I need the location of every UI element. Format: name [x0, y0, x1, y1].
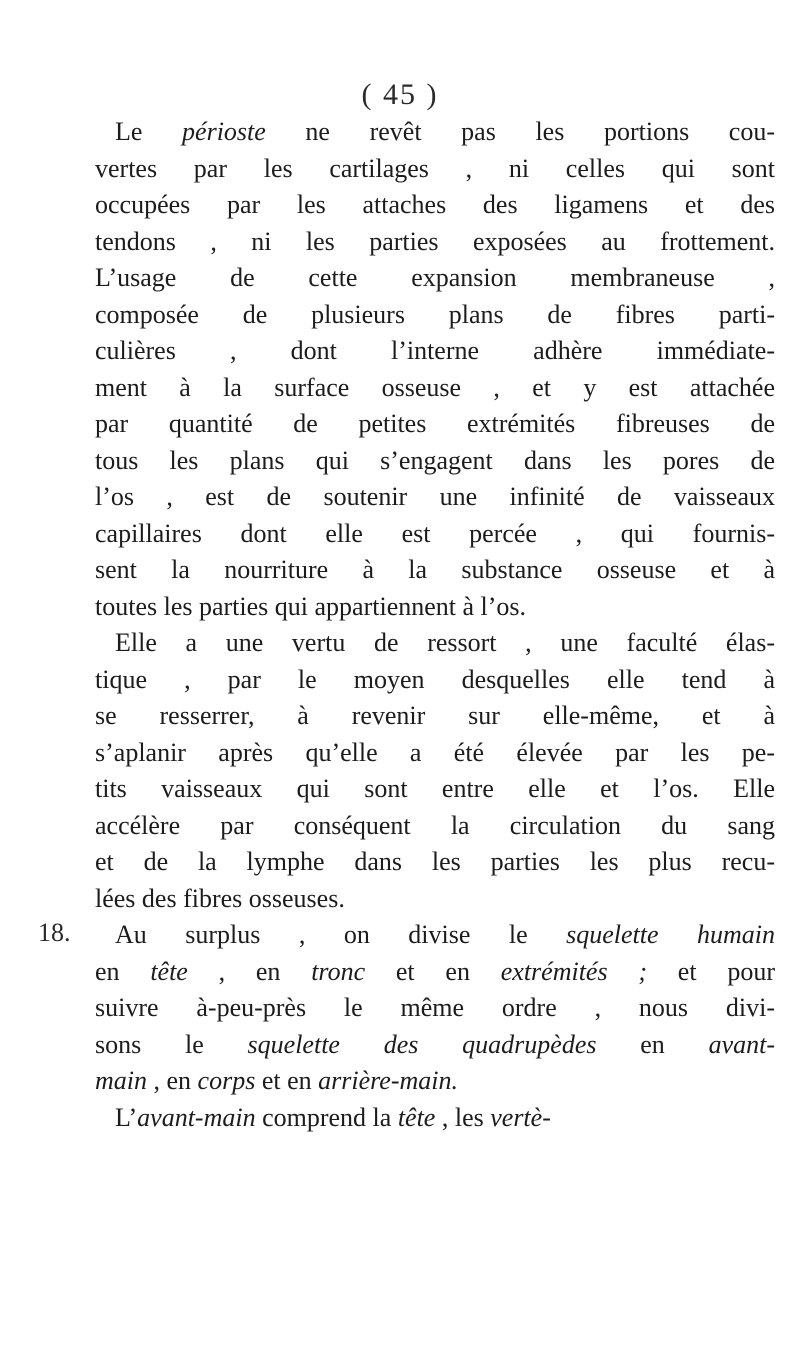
italic-term: tête: [150, 956, 188, 986]
text-line: Au surplus , on divise le squelette humain: [115, 920, 775, 949]
italic-term: arrière-main.: [318, 1066, 458, 1095]
text-line: tous les plans qui s’engagent dans les pores de: [95, 445, 775, 475]
italic-term: squelette des quadrupèdes: [247, 1029, 597, 1059]
italic-term: tête: [397, 1102, 436, 1132]
text-line: en tête , en tronc et en extrémités ; et pour: [95, 956, 775, 986]
text-line: vertes par les cartilages , ni celles qui sont: [95, 153, 775, 183]
italic-term: extrémités ;: [500, 956, 648, 986]
text-line: se resserrer, à revenir sur elle-même, et à: [95, 701, 775, 730]
text-line: accélère par conséquent la circulation du sang: [95, 810, 775, 840]
text-line: capillaires dont elle est percée , qui fournis-: [95, 518, 775, 548]
text-line: sons le squelette des quadrupèdes en avant-: [95, 1029, 775, 1059]
italic-term: tronc: [311, 956, 366, 986]
italic-term: corps: [197, 1066, 256, 1095]
text-line: composée de plusieurs plans de fibres parti-: [95, 299, 775, 329]
text-line: tique , par le moyen desquelles elle tend à: [95, 664, 775, 694]
text-line: sent la nourriture à la substance osseuse et à: [95, 555, 775, 584]
text-line: tits vaisseaux qui sont entre elle et l’os. Elle: [95, 774, 775, 803]
text-line: l’os , est de soutenir une infinité de vaisseaux: [95, 482, 775, 511]
text-line: main , en corps et en arrière-main.: [95, 1066, 458, 1095]
body-text: [95, 114, 775, 1136]
page-number: ( 45 ): [361, 78, 439, 111]
text-line: L’usage de cette expansion membraneuse ,: [95, 263, 775, 292]
text-line: L’avant-main comprend la tête , les vertè-: [115, 1102, 551, 1132]
text-line: lées des fibres osseuses.: [95, 883, 345, 913]
text-line: s’aplanir après qu’elle a été élevée par les pe-: [95, 737, 775, 767]
italic-term: périoste: [182, 117, 266, 146]
text-line: Le périoste ne revêt pas les portions cou-: [115, 117, 775, 146]
text-line: et de la lymphe dans les parties les plus recu-: [95, 847, 775, 876]
text-line: tendons , ni les parties exposées au frottement.: [95, 226, 775, 256]
text-line: culières , dont l’interne adhère immédiate-: [95, 336, 775, 365]
italic-term: squelette humain: [566, 920, 775, 949]
italic-term: avant-main: [137, 1102, 256, 1132]
section-number: 18.: [38, 918, 71, 947]
text-line: suivre à-peu-près le même ordre , nous divi-: [95, 993, 775, 1022]
italic-term: avant-: [708, 1029, 775, 1059]
text-line: toutes les parties qui appartiennent à l’os.: [95, 591, 527, 621]
text-line: ment à la surface osseuse , et y est attachée: [95, 372, 775, 402]
text-line: occupées par les attaches des ligamens et des: [95, 190, 775, 219]
text-line: par quantité de petites extrémités fibreuses de: [95, 409, 775, 438]
italic-term: vertè-: [490, 1102, 551, 1132]
italic-term: main: [95, 1066, 147, 1095]
text-line: Elle a une vertu de ressort , une faculté élas-: [115, 628, 775, 657]
